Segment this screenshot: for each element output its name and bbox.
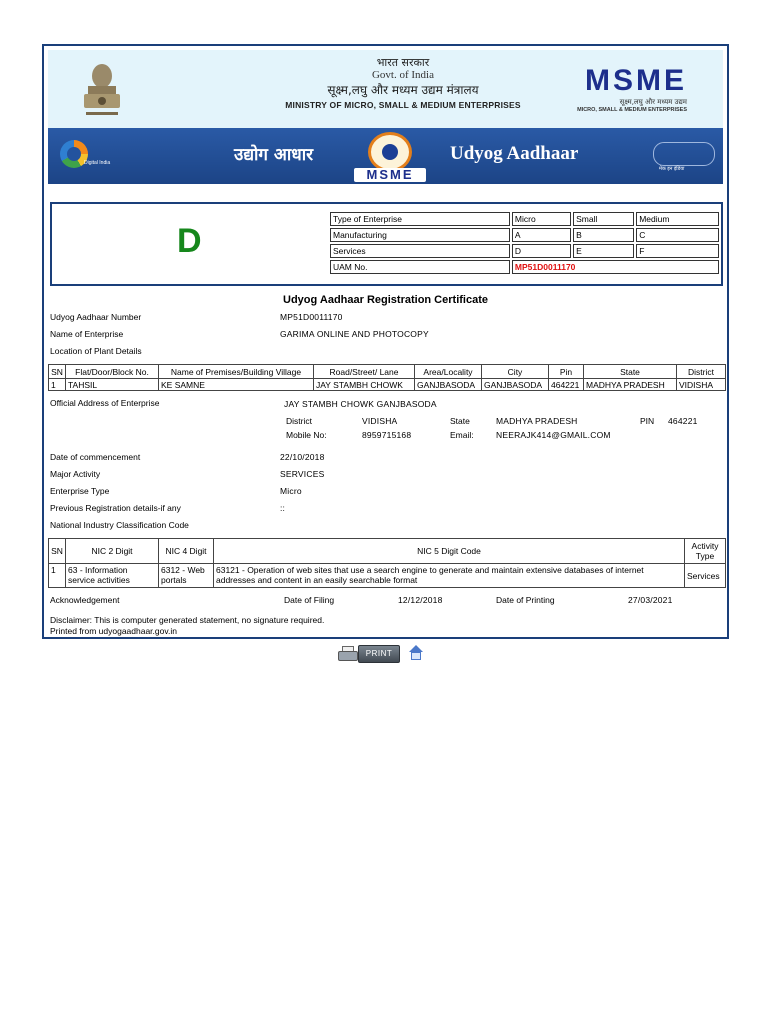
table-cell: E (573, 244, 634, 258)
print-button[interactable]: PRINT (358, 645, 400, 663)
enterprise-type-value: Micro (280, 486, 302, 496)
enterprise-type-table (328, 210, 721, 276)
certificate-frame (42, 44, 729, 639)
disclaimer-text: Disclaimer: This is computer generated statement, no signature required. (50, 615, 325, 625)
state-label: State (450, 416, 470, 426)
table-cell: VIDISHA (677, 379, 726, 391)
column-header: Area/Locality (415, 365, 482, 379)
table-cell: MADHYA PRADESH (584, 379, 677, 391)
home-icon[interactable] (406, 644, 426, 662)
table-cell: D (512, 244, 571, 258)
column-header: District (677, 365, 726, 379)
table-row (330, 228, 719, 242)
table-cell: Medium (636, 212, 719, 226)
certificate-title: Udyog Aadhaar Registration Certificate (283, 294, 488, 306)
aadhaar-number-value: MP51D0011170 (280, 312, 343, 322)
uam-number: MP51D0011170 (512, 260, 719, 274)
table-cell: 63 - Information service activities (66, 564, 159, 588)
uam-label: UAM No. (330, 260, 510, 274)
printing-date-label: Date of Printing (496, 595, 555, 605)
table-cell: Micro (512, 212, 571, 226)
lion-icon (653, 142, 715, 166)
printing-date-value: 27/03/2021 (628, 595, 673, 605)
column-header: SN (49, 539, 66, 564)
printer-icon[interactable] (338, 646, 356, 662)
aadhaar-number-label: Udyog Aadhaar Number (50, 312, 142, 322)
printed-from-text: Printed from udyogaadhaar.gov.in (50, 626, 177, 636)
pin-value: 464221 (668, 416, 698, 426)
state-value: MADHYA PRADESH (496, 416, 578, 426)
column-header: SN (49, 365, 66, 379)
column-header: Pin (549, 365, 584, 379)
table-cell: C (636, 228, 719, 242)
table-row (330, 212, 719, 226)
mobile-value: 8959715168 (362, 430, 412, 440)
plant-location-table (48, 364, 726, 391)
column-header: Activity Type (685, 539, 726, 564)
table-header-row (49, 539, 726, 564)
commencement-label: Date of commencement (50, 452, 141, 462)
enterprise-type-box (50, 202, 723, 286)
table-cell: KE SAMNE (159, 379, 314, 391)
district-label: District (286, 416, 312, 426)
table-cell: F (636, 244, 719, 258)
table-row (49, 564, 726, 588)
table-cell: 6312 - Web portals (159, 564, 214, 588)
column-header: NIC 4 Digit (159, 539, 214, 564)
pin-label: PIN (640, 416, 655, 426)
table-row (330, 244, 719, 258)
digital-india-label: Digital India (84, 160, 111, 166)
ministry-english: MINISTRY OF MICRO, SMALL & MEDIUM ENTERPRISES (285, 100, 521, 110)
major-activity-label: Major Activity (50, 469, 101, 479)
major-activity-value: SERVICES (280, 469, 325, 479)
column-header: Name of Premises/Building Village (159, 365, 314, 379)
ministry-text-block (243, 56, 563, 112)
table-cell: Services (330, 244, 510, 258)
official-address-label: Official Address of Enterprise (50, 398, 160, 408)
table-cell: Small (573, 212, 634, 226)
mobile-label: Mobile No: (286, 430, 327, 440)
msme-logo-english: MICRO, SMALL & MEDIUM ENTERPRISES (577, 107, 687, 113)
prev-registration-label: Previous Registration details-if any (50, 503, 181, 513)
official-address-value: JAY STAMBH CHOWK GANJBASODA (284, 399, 437, 409)
header-udyog-banner (48, 128, 723, 184)
msme-logo (567, 66, 687, 113)
plant-location-label: Location of Plant Details (50, 346, 142, 356)
column-header: Road/Street/ Lane (314, 365, 415, 379)
column-header: City (482, 365, 549, 379)
table-row (49, 379, 726, 391)
gov-english: Govt. of India (371, 69, 434, 81)
table-cell: TAHSIL (66, 379, 159, 391)
table-cell: Services (685, 564, 726, 588)
district-value: VIDISHA (362, 416, 398, 426)
seal-ring-icon (368, 132, 412, 172)
prev-registration-value: :: (280, 503, 286, 513)
email-label: Email: (450, 430, 474, 440)
header-ministry (48, 50, 723, 128)
msme-logo-text: MSME (585, 64, 687, 97)
table-cell: GANJBASODA (482, 379, 549, 391)
table-cell: 63121 - Operation of web sites that use a search engine to generate and maintain extensive databases of internet addresses and content in an easily searchable format (214, 564, 685, 588)
make-in-india-label: मेक इन इंडिया (659, 166, 685, 172)
table-cell: Manufacturing (330, 228, 510, 242)
table-cell: B (573, 228, 634, 242)
table-cell: A (512, 228, 571, 242)
table-cell: 1 (49, 564, 66, 588)
column-header: Flat/Door/Block No. (66, 365, 159, 379)
table-cell: JAY STAMBH CHOWK (314, 379, 415, 391)
digital-india-logo (60, 138, 120, 174)
enterprise-grade: D (177, 222, 202, 260)
udyog-aadhaar-seal (350, 132, 430, 184)
table-cell: GANJBASODA (415, 379, 482, 391)
gov-hindi: भारत सरकार (376, 56, 430, 69)
table-cell: 1 (49, 379, 66, 391)
filing-date-label: Date of Filing (284, 595, 335, 605)
column-header: NIC 2 Digit (66, 539, 159, 564)
table-header-row (49, 365, 726, 379)
msme-logo-hindi: सूक्ष्म,लघु और मध्यम उद्यम (619, 98, 687, 106)
filing-date-value: 12/12/2018 (398, 595, 443, 605)
commencement-value: 22/10/2018 (280, 452, 325, 462)
column-header: State (584, 365, 677, 379)
email-value: NEERAJK414@GMAIL.COM (496, 430, 611, 440)
nic-table (48, 538, 726, 588)
udyog-hindi-title: उद्योग आधार (234, 145, 314, 165)
national-emblem-icon (76, 60, 128, 124)
acknowledgement-label: Acknowledgement (50, 595, 120, 605)
udyog-english-title: Udyog Aadhaar (450, 143, 579, 164)
nic-label: National Industry Classification Code (50, 520, 189, 530)
table-cell: 464221 (549, 379, 584, 391)
enterprise-name-value: GARIMA ONLINE AND PHOTOCOPY (280, 329, 429, 339)
table-row (330, 260, 719, 274)
seal-msme-text: MSME (354, 168, 426, 182)
enterprise-type-label: Enterprise Type (50, 486, 110, 496)
ministry-hindi: सूक्ष्म,लघु और मध्यम उद्यम मंत्रालय (327, 83, 479, 97)
column-header: NIC 5 Digit Code (214, 539, 685, 564)
enterprise-name-label: Name of Enterprise (50, 329, 124, 339)
table-cell: Type of Enterprise (330, 212, 510, 226)
make-in-india-logo (653, 142, 713, 172)
